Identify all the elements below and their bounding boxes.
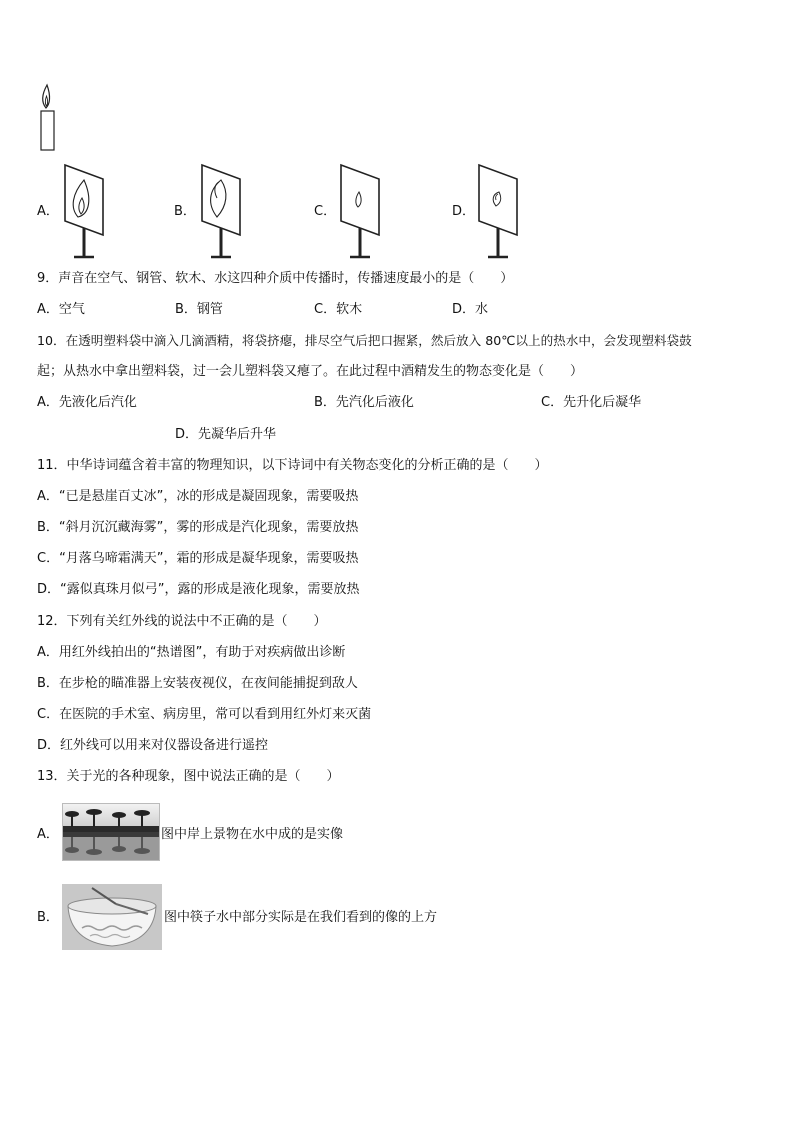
q13-option-b-label: B．: [37, 910, 59, 925]
screen-b-figure: [197, 162, 245, 262]
q12-option-b: B．在步枪的瞄准器上安装夜视仪，在夜间能捕捉到敌人: [37, 676, 358, 691]
q13-option-a-label: A．: [37, 827, 59, 842]
q8-option-d-label: D．: [452, 204, 476, 219]
q11-option-a: A．“已是悬崖百丈冰”，冰的形成是凝固现象，需要吸热: [37, 489, 359, 504]
q11-option-b: B．“斜月沉沉藏海雾”，雾的形成是汽化现象，需要放热: [37, 520, 359, 535]
q10-option-a: A．先液化后汽化: [37, 395, 137, 410]
q10-stem-line1: 10．在透明塑料袋中滴入几滴酒精，将袋挤瘪，排尽空气后把口握紧，然后放入 80℃以上的热水中，会发现塑料袋鼓: [37, 333, 692, 348]
chopstick-bowl-photo: [62, 884, 162, 950]
q8-option-b-label: B．: [174, 204, 196, 219]
q9-option-c: C．软木: [314, 302, 363, 317]
q13-stem: 13．关于光的各种现象，图中说法正确的是（ ）: [37, 769, 340, 784]
q10-option-b: B．先汽化后液化: [314, 395, 414, 410]
q11-option-d: D．“露似真珠月似弓”，露的形成是液化现象，需要放热: [37, 582, 360, 597]
q9-stem: 9．声音在空气、钢管、软木、水这四种介质中传播时，传播速度最小的是（ ）: [37, 271, 514, 286]
q8-option-a-label: A．: [37, 204, 59, 219]
q10-option-d: D．先凝华后升华: [175, 427, 277, 442]
q13-option-a-text: 图中岸上景物在水中成的是实像: [161, 827, 344, 842]
q9-option-b: B．钢管: [175, 302, 223, 317]
q13-option-b-text: 图中筷子水中部分实际是在我们看到的像的上方: [164, 910, 438, 925]
reflection-photo: [62, 803, 160, 861]
q9-option-a: A．空气: [37, 302, 85, 317]
q10-option-c: C．先升化后凝华: [541, 395, 642, 410]
q12-option-c: C．在医院的手术室、病房里，常可以看到用红外灯来灭菌: [37, 707, 372, 722]
candle-figure: [38, 82, 58, 152]
q12-option-d: D．红外线可以用来对仪器设备进行遥控: [37, 738, 269, 753]
q12-stem: 12．下列有关红外线的说法中不正确的是（ ）: [37, 614, 327, 629]
q8-option-c-label: C．: [314, 204, 337, 219]
q9-option-d: D．水: [452, 302, 489, 317]
q11-option-c: C．“月落乌啼霜满天”，霜的形成是凝华现象，需要吸热: [37, 551, 359, 566]
screen-a-figure: [60, 162, 108, 262]
q11-stem: 11．中华诗词蕴含着丰富的物理知识，以下诗词中有关物态变化的分析正确的是（ ）: [37, 458, 548, 473]
screen-d-figure: [474, 162, 522, 262]
q12-option-a: A．用红外线拍出的“热谱图”，有助于对疾病做出诊断: [37, 645, 346, 660]
q10-stem-line2: 起；从热水中拿出塑料袋，过一会儿塑料袋又瘪了。在此过程中酒精发生的物态变化是（ ）: [37, 364, 584, 379]
screen-c-figure: [336, 162, 384, 262]
